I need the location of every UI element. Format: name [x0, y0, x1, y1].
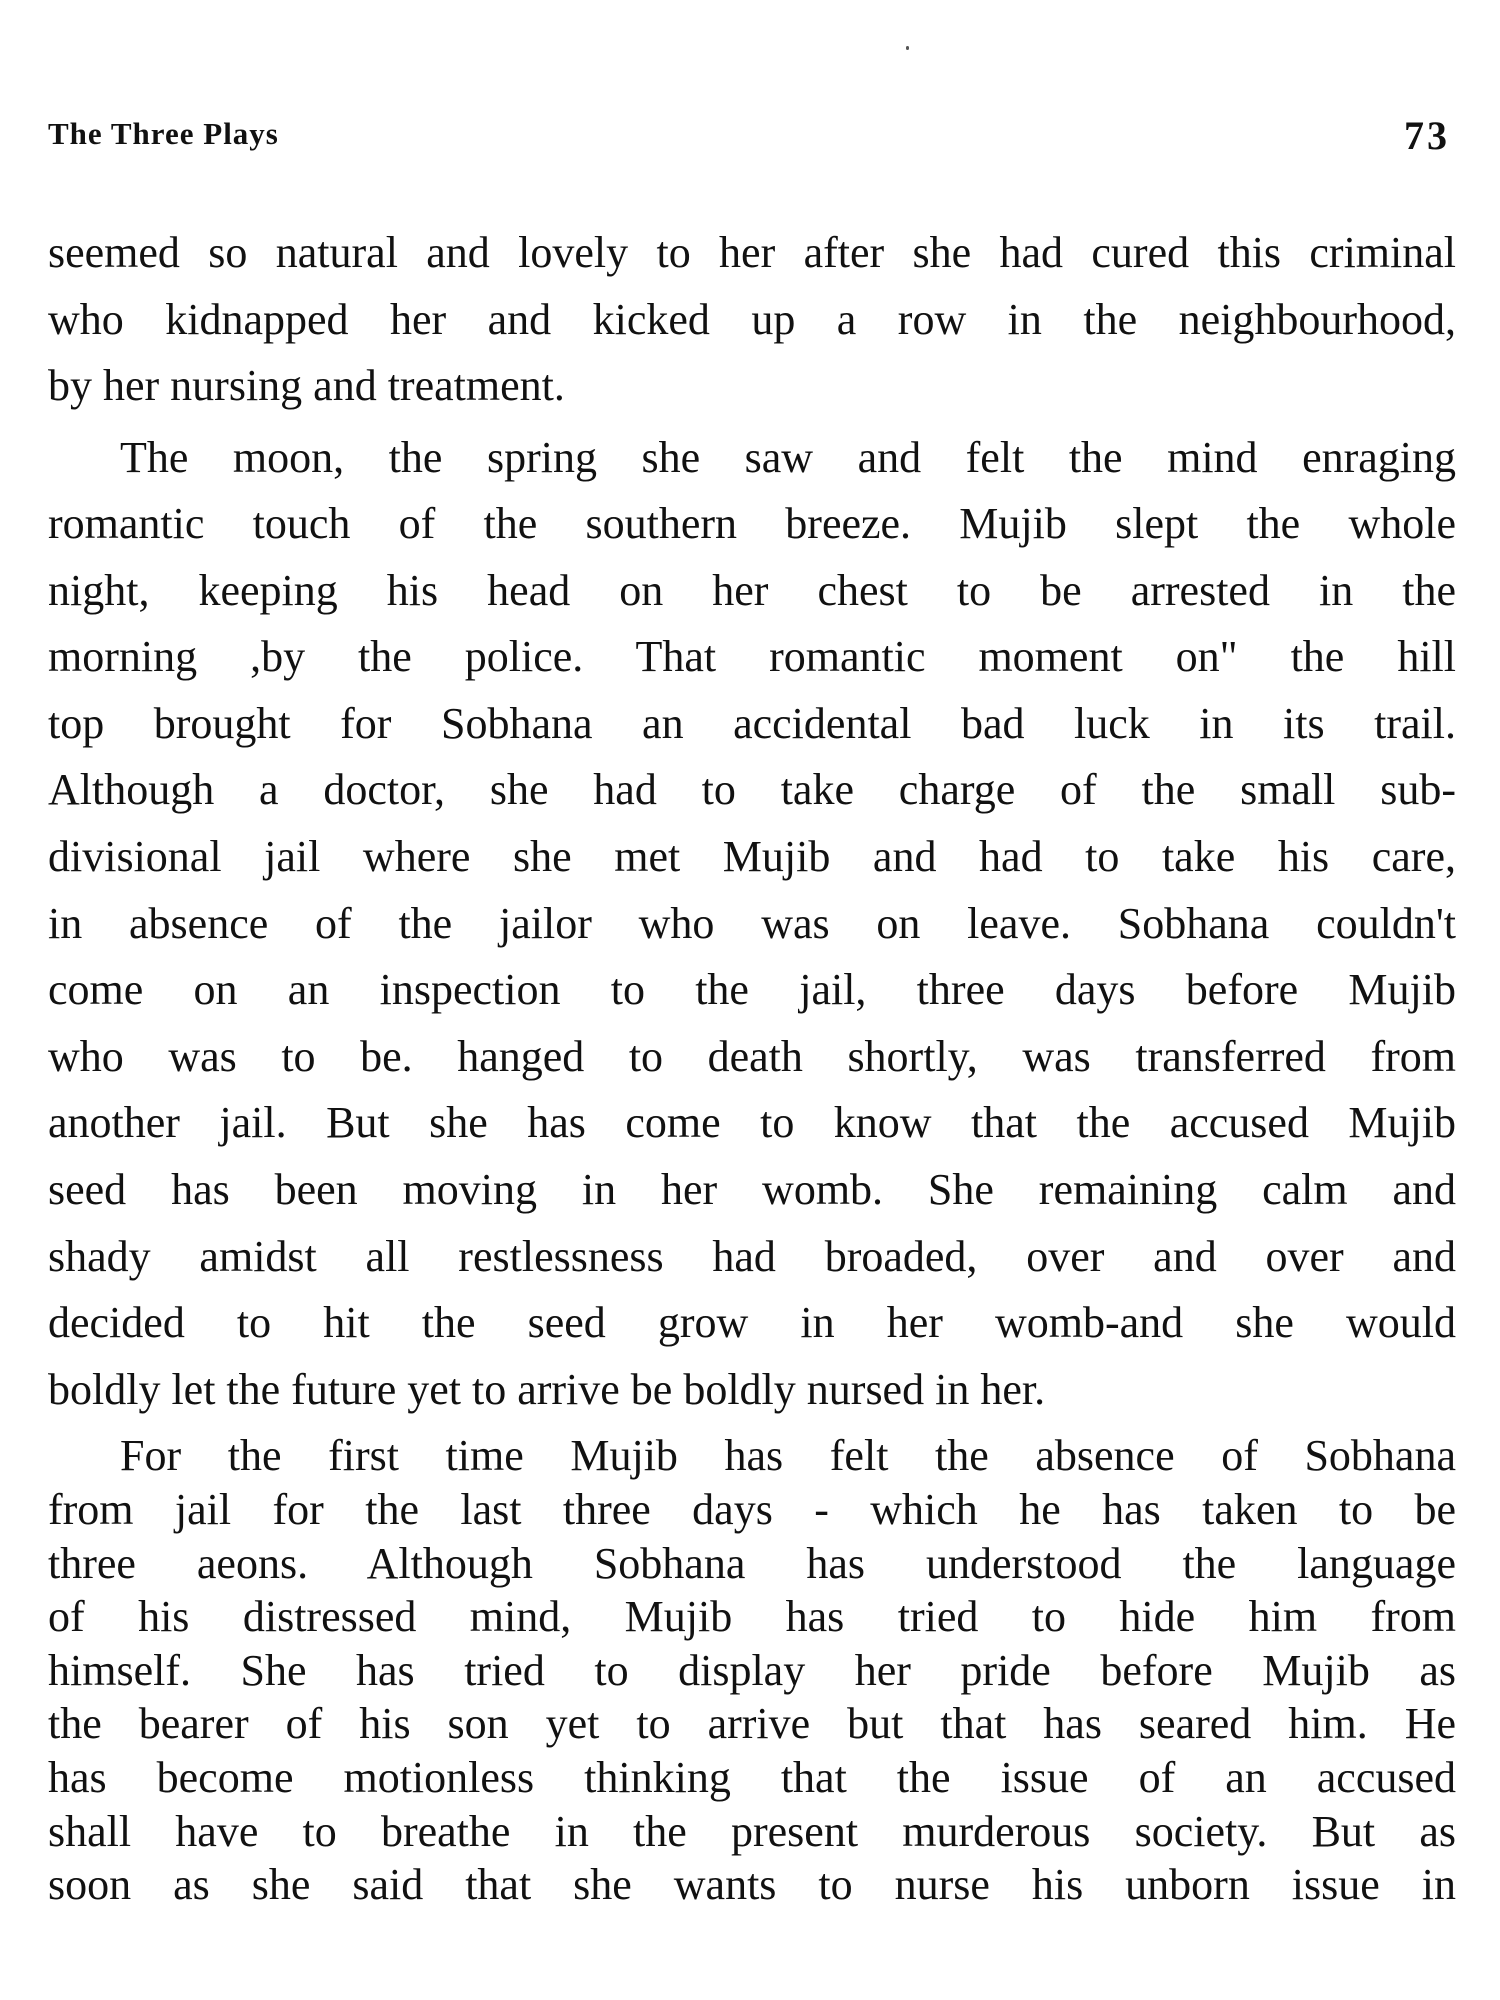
scan-speck	[906, 46, 909, 50]
text-line: night, keeping his head on her chest to be arrested in the	[48, 565, 1456, 615]
text-line: top brought for Sobhana an accidental bad luck in its trail.	[48, 698, 1456, 748]
book-title: The Three Plays	[48, 116, 279, 151]
text-line: morning ,by the police. That romantic moment on" the hill	[48, 632, 1456, 682]
text-line: has become motionless thinking that the issue of an accused	[48, 1752, 1456, 1802]
page-number: 73	[1404, 113, 1450, 158]
text-line: shall have to breathe in the present murderous society. But as	[48, 1806, 1456, 1856]
text-line: in absence of the jailor who was on leave. Sobhana couldn't	[48, 898, 1456, 948]
text-line: three aeons. Although Sobhana has understood the language	[48, 1538, 1456, 1588]
text-line: soon as she said that she wants to nurse his unborn issue in	[48, 1860, 1456, 1910]
text-line: The moon, the spring she saw and felt the mind enraging	[120, 432, 1456, 482]
body-text	[48, 220, 1456, 1912]
paragraph-3	[48, 1429, 1456, 1911]
text-line: from jail for the last three days - which he has taken to be	[48, 1485, 1456, 1534]
text-line: shady amidst all restlessness had broaded, over and over and	[48, 1231, 1456, 1281]
text-line: who kidnapped her and kicked up a row in the neighbourhood,	[48, 294, 1456, 344]
text-line: come on an inspection to the jail, three days before Mujib	[48, 965, 1456, 1015]
text-line: divisional jail where she met Mujib and had to take his care,	[48, 832, 1456, 882]
text-line: of his distressed mind, Mujib has tried to hide him from	[48, 1592, 1456, 1642]
text-line: seed has been moving in her womb. She remaining calm and	[48, 1165, 1456, 1215]
text-line: himself. She has tried to display her pride before Mujib as	[48, 1645, 1456, 1695]
text-line: decided to hit the seed grow in her womb-and she would	[48, 1298, 1456, 1348]
text-line: boldly let the future yet to arrive be boldly nursed in her.	[48, 1364, 1046, 1414]
text-line: the bearer of his son yet to arrive but that has seared him. He	[48, 1699, 1456, 1749]
text-line: by her nursing and treatment.	[48, 361, 565, 410]
text-line: who was to be. hanged to death shortly, was transferred from	[48, 1031, 1456, 1081]
running-header	[48, 112, 1450, 160]
text-line: seemed so natural and lovely to her after she had cured this criminal	[48, 228, 1456, 277]
paragraph-2	[48, 425, 1456, 1424]
text-line: another jail. But she has come to know that the accused Mujib	[48, 1098, 1456, 1148]
text-line: romantic touch of the southern breeze. Mujib slept the whole	[48, 499, 1456, 549]
text-line: For the first time Mujib has felt the absence of Sobhana	[120, 1431, 1456, 1481]
text-line: Although a doctor, she had to take charge of the small sub-	[48, 765, 1456, 815]
paragraph-1	[48, 220, 1456, 420]
